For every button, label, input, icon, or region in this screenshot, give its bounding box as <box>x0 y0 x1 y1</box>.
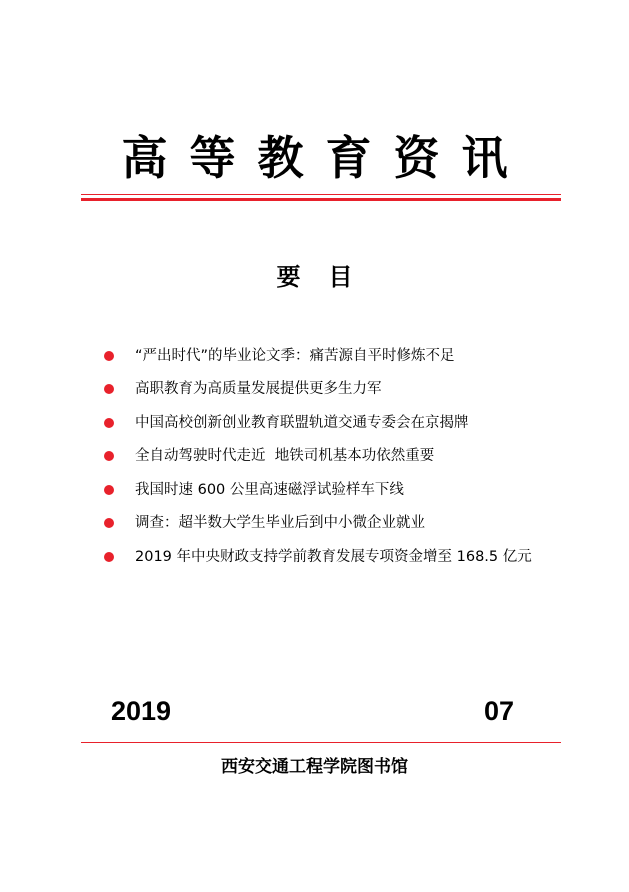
contents-list <box>104 339 532 574</box>
contents-item <box>104 540 532 574</box>
contents-item-label: “严出时代”的毕业论文季：痛苦源自平时修炼不足 <box>135 347 455 364</box>
issue-number: 07 <box>484 696 515 726</box>
contents-item <box>104 473 532 507</box>
bullet-dot-icon <box>104 418 114 428</box>
masthead-rule-thin <box>81 194 561 195</box>
footer-rule <box>81 742 561 743</box>
bullet-dot-icon <box>104 552 114 562</box>
masthead-title: 高等教育资讯 <box>121 131 530 185</box>
contents-item-label: 我国时速 600 公里高速磁浮试验样车下线 <box>135 481 404 498</box>
bullet-dot-icon <box>104 451 114 461</box>
bullet-dot-icon <box>104 384 114 394</box>
bullet-dot-icon <box>104 351 114 361</box>
contents-item-label: 全自动驾驶时代走近 地铁司机基本功依然重要 <box>135 448 435 465</box>
contents-item <box>104 373 532 407</box>
contents-item-label: 调查：超半数大学生毕业后到中小微企业就业 <box>135 515 425 532</box>
bullet-dot-icon <box>104 485 114 495</box>
contents-item <box>104 440 532 474</box>
contents-item <box>104 507 532 541</box>
masthead-rule-thick <box>81 198 561 201</box>
contents-item <box>104 339 532 373</box>
issue-year: 2019 <box>111 696 172 726</box>
contents-item-label: 中国高校创新创业教育联盟轨道交通专委会在京揭牌 <box>135 414 469 431</box>
contents-item-label: 高职教育为高质量发展提供更多生力军 <box>135 381 382 398</box>
contents-heading: 要目 <box>276 263 381 291</box>
publisher-name: 西安交通工程学院图书馆 <box>221 757 408 777</box>
contents-item <box>104 406 532 440</box>
bullet-dot-icon <box>104 518 114 528</box>
contents-item-label: 2019 年中央财政支持学前教育发展专项资金增至 168.5 亿元 <box>135 548 532 565</box>
